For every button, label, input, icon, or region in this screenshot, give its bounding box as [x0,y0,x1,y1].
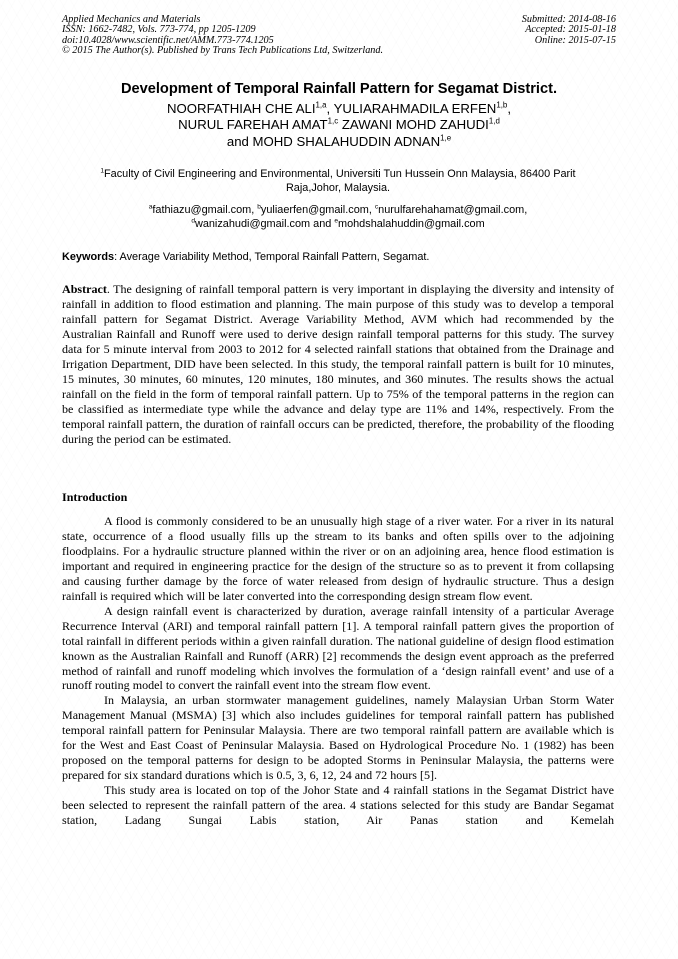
introduction-body [62,514,614,828]
author-line-1 [0,101,678,117]
dates-header [400,15,616,46]
online-date: Online: 2015-07-15 [534,34,616,46]
author-separator: , [326,101,334,116]
author-name: ZAWANI MOHD ZAHUDI [341,117,489,133]
email-separator: , [368,204,375,216]
author-affil-sup: 1,b [496,100,508,110]
author-affil-sup: 1,a [315,100,327,110]
author-affil-sup: 1,d [488,117,500,127]
email-link[interactable]: wanizahudi@gmail.com [194,217,311,230]
email-link[interactable]: nurulfarehahamat@gmail.com [378,204,525,216]
submitted-date: Submitted: 2014-08-16 [521,14,616,25]
email-list [58,204,618,231]
abstract-text: . The designing of rainfall temporal pattern is very important in displaying the diversity and intensity of rainfall in addition to flood estimation and planning. The main purpose of this study was to develop a temporal rainfall pattern for Segamat District. Average Variability Method, AVM which had recommended by the Australian Rainfall and Runoff were used to derive design rainfall temporal patterns for this study. The survey data for 5 minute interval from 2003 to 2012 for 4 selected rainfall stations that obtained from the Drainage and Irrigation Department, DID have been selected. In this study, the temporal rainfall pattern is built for 10 minutes, 15 minutes, 30 minutes, 60 minutes, 120 minutes, 180 minutes, and 360 minutes. The results shows the actual rainfall on the field in the form of temporal rainfall pattern. Up to 75% of the temporal patterns in the region can be classified as intermediate type while the advance and delay type are 11% and 14%, respectively. From the temporal rainfall pattern, the duration of rainfall occurs can be predicted, therefore, the probability of the flooding during the period can be estimated. [62,282,614,446]
paragraph: In Malaysia, an urban stormwater management guidelines, namely Malaysian Urban Storm Water Management Manual (MSMA) [3] which also includes guidelines for temporal rainfall pattern has published temporal rainfall pattern for Peninsular Malaysia. There are two temporal rainfall pattern are available which is for the West and East Coast of Peninsular Malaysia. Based on Hydrological Procedure No. 1 (1982) has been proposed on the temporal patterns for design to be adopted Storms in Peninsular Malaysia, the patterns were prepared for six standard durations which is 0.5, 3, 6, 12, 24 and 72 hours [5]. [62,693,614,783]
author-separator: , [507,101,511,116]
affiliation-sup: 1 [100,167,105,175]
keywords-label: Keywords [62,251,115,263]
author-line-2 [0,117,678,133]
email-sup: c [374,203,379,211]
title-block [0,80,678,150]
copyright-line: © 2015 The Author(s). Published by Trans Tech Publications Ltd, Switzerland. [62,45,384,57]
abstract-label: Abstract [62,282,107,296]
email-separator: , [524,204,528,216]
author-affil-sup: 1,e [440,133,452,143]
paragraph: A flood is commonly considered to be an unusually high stage of a river water. For a river in its natural state, occurrence of a flood usually fills up the stream to its banks and often spills over to the adjoining floodplains. For a hydraulic structure planned within the river or on an adjoining area, hence flood estimation is important and required in engineering practice for the design of the structure so as to prevent it from collapsing and causing further damage by the force of water released from design of hydraulic structure. Thus a design rainfall is required which will be later converted into the corresponding design stream flow event. [62,514,614,603]
email-link[interactable]: mohdshalahuddin@gmail.com [338,217,485,230]
author-name: and MOHD SHALAHUDDIN ADNAN [226,133,441,149]
abstract [62,282,614,446]
affiliation-line-1: Faculty of Civil Engineering and Environmental, Universiti Tun Hussein Onn Malaysia, 86400 Parit [104,168,576,180]
accepted-date: Accepted: 2015-01-18 [525,24,616,36]
email-sup: e [334,216,338,224]
doi-line[interactable]: doi:10.4028/www.scientific.net/AMM.773-774.1205 [62,34,274,46]
email-link[interactable]: yuliaerfen@gmail.com [260,204,369,216]
email-sup: b [257,203,261,211]
affiliation [58,168,618,195]
journal-header [62,15,383,57]
email-sup: d [191,216,195,224]
email-separator: and [310,217,335,230]
journal-name: Applied Mechanics and Materials [62,14,201,25]
paragraph: This study area is located on top of the Johor State and 4 rainfall stations in the Segamat District have been selected to represent the rainfall pattern of the area. 4 stations selected for this study are Bandar Segamat station, Ladang Sungai Labis station, Air Panas station and Kemelah [62,783,614,828]
affiliation-line-2: Raja,Johor, Malaysia. [285,181,391,194]
issn-line: ISSN: 1662-7482, Vols. 773-774, pp 1205-1209 [62,24,256,36]
email-sup: a [148,203,153,211]
author-affil-sup: 1,c [327,117,339,127]
keywords [62,251,622,265]
paper-title: Development of Temporal Rainfall Pattern for Segamat District. [120,81,557,97]
introduction-heading: Introduction [62,490,128,504]
author-name: NURUL FAREHAH AMAT [178,117,328,133]
author-name: YULIARAHMADILA ERFEN [333,101,497,116]
email-separator: , [251,204,258,216]
author-list [0,101,678,150]
paragraph: A design rainfall event is characterized by duration, average rainfall intensity of a particular Average Recurrence Interval (ARI) and temporal rainfall pattern [1]. A temporal rainfall pattern gives the proportion of total rainfall in different periods within a given rainfall duration. The national guideline of design flood estimation known as the Australian Rainfall and Runoff (ARR) [2] recommends the design event approach as the preferred method of rainfall and runoff modeling which involves the formulation of a ‘design rainfall event’ and use of a runoff routing model to convert the rainfall event into the stream flow event. [62,603,614,693]
author-name: NOORFATHIAH CHE ALI [167,101,316,116]
email-link[interactable]: fathiazu@gmail.com [152,204,252,216]
keywords-text: : Average Variability Method, Temporal Rainfall Pattern, Segamat. [114,251,430,263]
author-line-3 [0,134,678,150]
